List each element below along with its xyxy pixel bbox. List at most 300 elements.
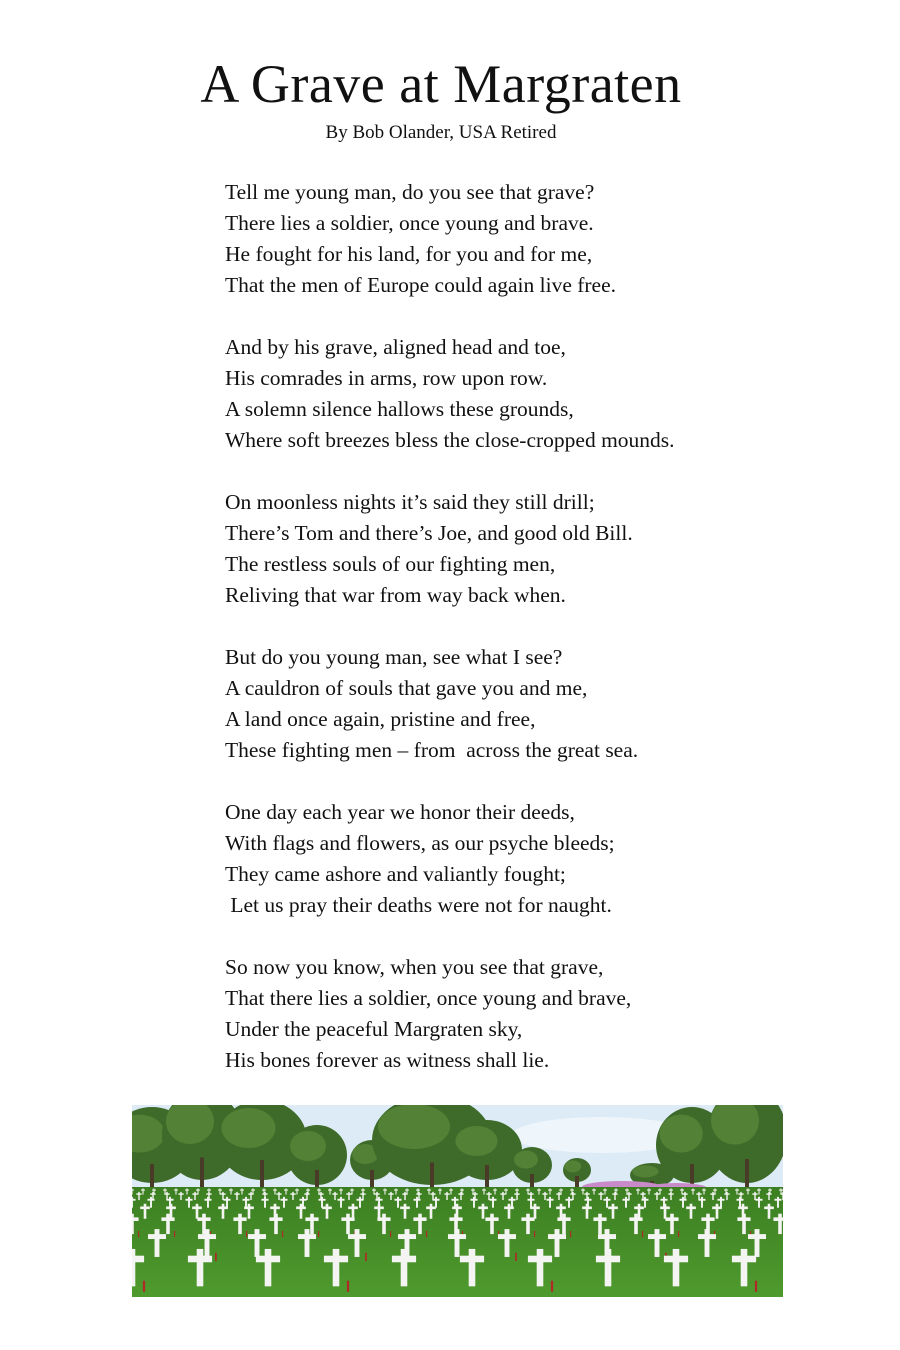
grave-cross: [401, 1249, 408, 1286]
grave-cross-arm: [664, 1256, 688, 1263]
grave-cross: [634, 1214, 638, 1234]
grave-cross: [560, 1204, 563, 1219]
grave-cross: [703, 1188, 704, 1194]
grave-cross-arm: [766, 1193, 771, 1194]
grave-cross: [483, 1188, 484, 1194]
grave-cross-arm: [166, 1199, 173, 1201]
grave-cross-arm: [498, 1234, 516, 1239]
grave-cross-arm: [548, 1234, 566, 1239]
poem-line: But do you young man, see what I see?: [225, 645, 563, 669]
grave-cross: [490, 1214, 494, 1234]
tree-highlight: [660, 1115, 703, 1153]
grave-cross: [455, 1229, 460, 1257]
tree-highlight: [456, 1126, 498, 1156]
grave-cross-arm: [218, 1190, 222, 1191]
grave-cross: [768, 1192, 769, 1200]
grave-cross: [310, 1214, 314, 1234]
grave-cross: [782, 1192, 783, 1200]
tree-highlight: [564, 1160, 581, 1172]
grave-cross-arm: [451, 1199, 458, 1201]
grave-cross: [664, 1204, 667, 1219]
grave-cross-arm: [710, 1193, 715, 1194]
grave-cross-arm: [284, 1190, 288, 1191]
grave-cross-arm: [537, 1190, 541, 1191]
flag: [678, 1231, 679, 1237]
grave-cross: [439, 1188, 440, 1194]
grave-cross-arm: [614, 1190, 618, 1191]
poem-line: A solemn silence hallows these grounds,: [225, 397, 574, 421]
tree-trunk: [150, 1164, 154, 1191]
grave-cross-arm: [140, 1206, 150, 1209]
flag: [215, 1253, 217, 1261]
grave-cross-arm: [682, 1193, 687, 1194]
grave-cross: [682, 1197, 684, 1208]
flag: [755, 1281, 757, 1292]
grave-cross-arm: [780, 1193, 783, 1194]
grave-cross: [492, 1197, 494, 1208]
grave-cross: [132, 1188, 133, 1194]
grave-cross-arm: [654, 1193, 659, 1194]
grave-cross: [739, 1197, 741, 1208]
grave-cross: [505, 1229, 510, 1257]
grave-cross: [194, 1192, 195, 1200]
grave-cross-arm: [280, 1199, 287, 1201]
grave-cross-arm: [413, 1199, 420, 1201]
poem-line: He fought for his land, for you and for me,: [225, 242, 593, 266]
grave-cross-arm: [757, 1190, 761, 1191]
grave-cross-arm: [318, 1193, 323, 1194]
grave-cross: [222, 1204, 225, 1219]
flag: [515, 1253, 517, 1261]
grave-cross-arm: [449, 1217, 462, 1221]
grave-cross: [494, 1188, 495, 1194]
grave-cross: [384, 1188, 385, 1194]
grave-cross-arm: [504, 1206, 514, 1209]
grave-cross: [150, 1197, 152, 1208]
grave-cross-arm: [570, 1193, 575, 1194]
grave-cross: [655, 1229, 660, 1257]
tree-highlight: [514, 1151, 538, 1169]
grave-cross-arm: [647, 1190, 651, 1191]
grave-cross-arm: [528, 1256, 552, 1263]
grave-cross-arm: [163, 1190, 167, 1191]
grave-cross-arm: [660, 1199, 667, 1201]
grave-cross: [716, 1204, 719, 1219]
grave-cross: [144, 1204, 147, 1219]
grave-cross-arm: [521, 1217, 534, 1221]
grave-cross-arm: [317, 1190, 321, 1191]
grave-cross: [637, 1188, 638, 1194]
grave-cross: [205, 1229, 210, 1257]
grave-cross-arm: [174, 1190, 178, 1191]
grave-cross-arm: [472, 1193, 477, 1194]
grave-cross: [742, 1214, 746, 1234]
grave-cross-arm: [504, 1190, 508, 1191]
tree-highlight: [378, 1105, 450, 1149]
poem-line: His bones forever as witness shall lie.: [225, 1048, 550, 1072]
grave-cross: [236, 1192, 237, 1200]
poem-line: A cauldron of souls that gave you and me,: [225, 676, 588, 700]
grave-cross-arm: [360, 1193, 365, 1194]
grave-cross: [508, 1204, 511, 1219]
stanza-4: [225, 642, 845, 766]
grave-cross-arm: [374, 1206, 384, 1209]
grave-cross-arm: [755, 1199, 762, 1201]
grave-cross: [418, 1214, 422, 1234]
grave-cross-arm: [337, 1199, 344, 1201]
grave-cross-arm: [234, 1193, 239, 1194]
grave-cross: [673, 1249, 680, 1286]
grave-cross-arm: [328, 1190, 332, 1191]
grave-cross-arm: [132, 1190, 134, 1191]
flag: [282, 1231, 283, 1237]
grave-cross-arm: [322, 1206, 332, 1209]
grave-cross-arm: [724, 1193, 729, 1194]
poem-line: That the men of Europe could again live free.: [225, 273, 617, 297]
grave-cross-arm: [482, 1190, 486, 1191]
grave-cross-arm: [198, 1234, 216, 1239]
poem-line: Let us pray their deaths were not for naught.: [225, 893, 612, 917]
grave-cross: [285, 1188, 286, 1194]
grave-cross-arm: [546, 1199, 553, 1201]
grave-cross-arm: [679, 1199, 686, 1201]
grave-cross-arm: [581, 1190, 585, 1191]
grave-cross-arm: [402, 1193, 407, 1194]
grave-cross-arm: [640, 1193, 645, 1194]
grave-cross: [138, 1192, 139, 1200]
poem-line: With flags and flowers, as our psyche bleeds;: [225, 831, 615, 855]
grave-cross: [416, 1197, 418, 1208]
grave-cross-arm: [596, 1256, 620, 1263]
grave-cross-arm: [341, 1217, 354, 1221]
grave-cross: [170, 1204, 173, 1219]
grave-cross-arm: [603, 1199, 610, 1201]
grave-cross-arm: [188, 1256, 212, 1263]
grave-cross-arm: [136, 1193, 141, 1194]
grave-cross: [346, 1214, 350, 1234]
grave-cross-arm: [485, 1217, 498, 1221]
tree-highlight: [290, 1131, 326, 1161]
grave-cross-arm: [256, 1256, 280, 1263]
stanza-3: [225, 487, 845, 611]
grave-cross-arm: [178, 1193, 183, 1194]
grave-cross: [562, 1214, 566, 1234]
grave-cross: [300, 1204, 303, 1219]
grave-cross: [175, 1188, 176, 1194]
grave-cross: [382, 1214, 386, 1234]
grave-cross: [598, 1214, 602, 1234]
grave-cross: [692, 1188, 693, 1194]
grave-cross: [226, 1197, 228, 1208]
grave-cross-arm: [460, 1256, 484, 1263]
grave-cross-arm: [530, 1206, 540, 1209]
grave-cross-arm: [304, 1193, 309, 1194]
grave-cross-arm: [332, 1193, 337, 1194]
grave-cross-arm: [270, 1206, 280, 1209]
poem-line: They came ashore and valiantly fought;: [225, 862, 566, 886]
grave-cross-arm: [220, 1193, 225, 1194]
grave-cross-arm: [460, 1190, 464, 1191]
poem-line: Reliving that war from way back when.: [225, 583, 566, 607]
grave-cross-arm: [565, 1199, 572, 1201]
grave-cross: [207, 1197, 209, 1208]
grave-cross-arm: [377, 1217, 390, 1221]
poem-line: A land once again, pristine and free,: [225, 707, 536, 731]
stanza-2: [225, 332, 845, 456]
tree-trunk: [430, 1163, 434, 1192]
grave-cross-arm: [296, 1206, 306, 1209]
grave-cross-arm: [686, 1206, 696, 1209]
grave-cross-arm: [229, 1190, 233, 1191]
grave-cross: [450, 1188, 451, 1194]
grave-cross-arm: [164, 1193, 169, 1194]
grave-cross-arm: [204, 1199, 211, 1201]
grave-cross: [241, 1188, 242, 1194]
grave-cross-arm: [299, 1199, 306, 1201]
grave-cross: [132, 1249, 135, 1286]
grave-cross-arm: [394, 1190, 398, 1191]
grave-cross: [605, 1249, 612, 1286]
grave-cross-arm: [185, 1190, 189, 1191]
flag: [318, 1231, 319, 1237]
grave-cross: [340, 1188, 341, 1194]
grave-cross: [180, 1192, 181, 1200]
grave-cross-arm: [339, 1190, 343, 1191]
grave-cross-arm: [717, 1199, 724, 1201]
grave-cross: [705, 1229, 710, 1257]
grave-cross-arm: [622, 1199, 629, 1201]
grave-cross-arm: [197, 1217, 210, 1221]
grave-cross-arm: [207, 1190, 211, 1191]
grave-cross: [614, 1192, 615, 1200]
grave-cross-arm: [356, 1199, 363, 1201]
grave-cross-arm: [242, 1199, 249, 1201]
grave-cross-arm: [629, 1217, 642, 1221]
grave-cross-arm: [350, 1190, 354, 1191]
grave-cross-arm: [612, 1193, 617, 1194]
author-byline: By Bob Olander, USA Retired: [325, 122, 557, 143]
poem-line: His comrades in arms, row upon row.: [225, 366, 548, 390]
grave-cross-arm: [426, 1206, 436, 1209]
grave-cross-arm: [774, 1199, 781, 1201]
poem-line: And by his grave, aligned head and toe,: [225, 335, 566, 359]
grave-cross-arm: [305, 1217, 318, 1221]
grave-cross: [230, 1188, 231, 1194]
grave-cross-arm: [779, 1190, 783, 1191]
grave-cross-arm: [737, 1217, 750, 1221]
grave-cross-arm: [269, 1217, 282, 1221]
grave-cross-arm: [388, 1193, 393, 1194]
flag: [390, 1231, 391, 1237]
grave-cross: [435, 1197, 437, 1208]
grave-cross-arm: [392, 1256, 416, 1263]
grave-cross: [460, 1192, 461, 1200]
grave-cross: [755, 1229, 760, 1257]
stanza-5: [225, 797, 845, 921]
grave-cross: [538, 1188, 539, 1194]
grave-cross: [352, 1204, 355, 1219]
grave-cross-arm: [724, 1190, 728, 1191]
grave-cross-arm: [161, 1217, 174, 1221]
grave-cross-arm: [276, 1193, 281, 1194]
grave-cross-arm: [698, 1199, 705, 1201]
grave-cross-arm: [458, 1193, 463, 1194]
grave-cross-arm: [634, 1206, 644, 1209]
grave-cross: [530, 1197, 532, 1208]
grave-cross: [593, 1188, 594, 1194]
grave-cross-arm: [570, 1190, 574, 1191]
grave-cross-arm: [248, 1234, 266, 1239]
grave-cross: [305, 1229, 310, 1257]
grave-cross: [549, 1188, 550, 1194]
grave-cross-arm: [698, 1234, 716, 1239]
grave-cross: [404, 1192, 405, 1200]
grave-cross: [395, 1188, 396, 1194]
grave-cross: [359, 1197, 361, 1208]
grave-cross-arm: [598, 1193, 603, 1194]
grave-cross: [292, 1192, 293, 1200]
grave-cross: [526, 1214, 530, 1234]
grave-cross: [568, 1197, 570, 1208]
grave-cross: [390, 1192, 391, 1200]
grave-cross-arm: [416, 1193, 421, 1194]
grave-cross-arm: [398, 1234, 416, 1239]
cemetery-illustration: [132, 1105, 783, 1297]
grave-cross-arm: [233, 1217, 246, 1221]
poem-line: One day each year we honor their deeds,: [225, 800, 575, 824]
grave-cross-arm: [738, 1206, 748, 1209]
grave-cross: [283, 1197, 285, 1208]
grave-cross: [690, 1204, 693, 1219]
grave-cross-arm: [641, 1199, 648, 1201]
grave-cross: [274, 1188, 275, 1194]
grave-cross: [238, 1214, 242, 1234]
grave-cross: [274, 1214, 278, 1234]
grave-cross: [482, 1204, 485, 1219]
grave-cross-arm: [696, 1193, 701, 1194]
grave-cross-arm: [592, 1190, 596, 1191]
grave-cross-arm: [527, 1199, 534, 1201]
grave-cross: [166, 1214, 170, 1234]
grave-cross: [544, 1192, 545, 1200]
grave-cross: [428, 1188, 429, 1194]
grave-cross-arm: [150, 1193, 155, 1194]
grave-cross-arm: [559, 1190, 563, 1191]
grave-cross: [278, 1192, 279, 1200]
grave-cross-arm: [701, 1217, 714, 1221]
flag: [426, 1231, 427, 1237]
grave-cross-arm: [486, 1193, 491, 1194]
flag: [551, 1281, 553, 1292]
grave-cross: [196, 1204, 199, 1219]
grave-cross: [302, 1197, 304, 1208]
grave-cross: [670, 1214, 674, 1234]
grave-cross: [747, 1188, 748, 1194]
grave-cross-arm: [196, 1190, 200, 1191]
grave-cross-arm: [251, 1190, 255, 1191]
grave-cross-arm: [660, 1206, 670, 1209]
poem-line: There’s Tom and there’s Joe, and good old Bill.: [225, 521, 633, 545]
grave-cross-arm: [273, 1190, 277, 1191]
grave-cross: [612, 1204, 615, 1219]
grave-cross: [142, 1188, 143, 1194]
flag: [365, 1253, 367, 1261]
grave-cross-arm: [374, 1193, 379, 1194]
grave-cross: [736, 1188, 737, 1194]
grave-cross-arm: [449, 1190, 453, 1191]
grave-cross: [329, 1188, 330, 1194]
grave-cross: [712, 1192, 713, 1200]
grave-cross-arm: [636, 1190, 640, 1191]
grave-cross-arm: [542, 1193, 547, 1194]
grave-cross: [321, 1197, 323, 1208]
grave-cross-arm: [584, 1193, 589, 1194]
flag: [570, 1231, 571, 1237]
grave-cross: [777, 1197, 779, 1208]
grave-cross: [600, 1192, 601, 1200]
grave-cross-arm: [593, 1217, 606, 1221]
grave-cross: [355, 1229, 360, 1257]
grave-cross-arm: [669, 1190, 673, 1191]
grave-cross-arm: [262, 1193, 267, 1194]
grave-cross: [582, 1188, 583, 1194]
grave-cross-arm: [514, 1193, 519, 1194]
poem-line: On moonless nights it’s said they still drill;: [225, 490, 595, 514]
grave-cross: [604, 1188, 605, 1194]
stanza-1: [225, 177, 845, 301]
grave-cross: [537, 1249, 544, 1286]
grave-cross: [558, 1192, 559, 1200]
grave-cross: [555, 1229, 560, 1257]
grave-cross-arm: [548, 1190, 552, 1191]
grave-cross-arm: [732, 1256, 756, 1263]
grave-cross: [255, 1229, 260, 1257]
grave-cross-arm: [223, 1199, 230, 1201]
poem-line: Tell me young man, do you see that grave?: [225, 180, 595, 204]
grave-cross-arm: [608, 1206, 618, 1209]
grave-cross: [586, 1204, 589, 1219]
grave-cross: [469, 1249, 476, 1286]
grave-cross-arm: [680, 1190, 684, 1191]
grave-cross-arm: [261, 1199, 268, 1201]
grave-cross: [197, 1249, 204, 1286]
grave-cross-arm: [375, 1199, 382, 1201]
grave-cross-arm: [493, 1190, 497, 1191]
tree-trunk: [200, 1158, 204, 1192]
poem-line: The restless souls of our fighting men,: [225, 552, 556, 576]
grave-cross: [404, 1204, 407, 1219]
grave-cross: [644, 1197, 646, 1208]
grave-cross-arm: [152, 1190, 156, 1191]
grave-cross-arm: [394, 1199, 401, 1201]
grave-cross-arm: [132, 1256, 144, 1263]
grave-cross-arm: [738, 1193, 743, 1194]
grave-cross: [534, 1204, 537, 1219]
grave-cross-arm: [185, 1199, 192, 1201]
grave-cross: [348, 1192, 349, 1200]
flag: [347, 1281, 349, 1292]
grave-cross: [250, 1192, 251, 1200]
grave-cross: [701, 1197, 703, 1208]
grave-cross-arm: [626, 1193, 631, 1194]
grave-cross-arm: [132, 1217, 139, 1221]
cemetery-photo: [132, 1105, 783, 1297]
poem-line: There lies a soldier, once young and brave.: [225, 211, 594, 235]
grave-cross: [296, 1188, 297, 1194]
tree-trunk: [745, 1159, 749, 1191]
grave-cross-arm: [240, 1190, 244, 1191]
grave-cross-arm: [295, 1190, 299, 1191]
